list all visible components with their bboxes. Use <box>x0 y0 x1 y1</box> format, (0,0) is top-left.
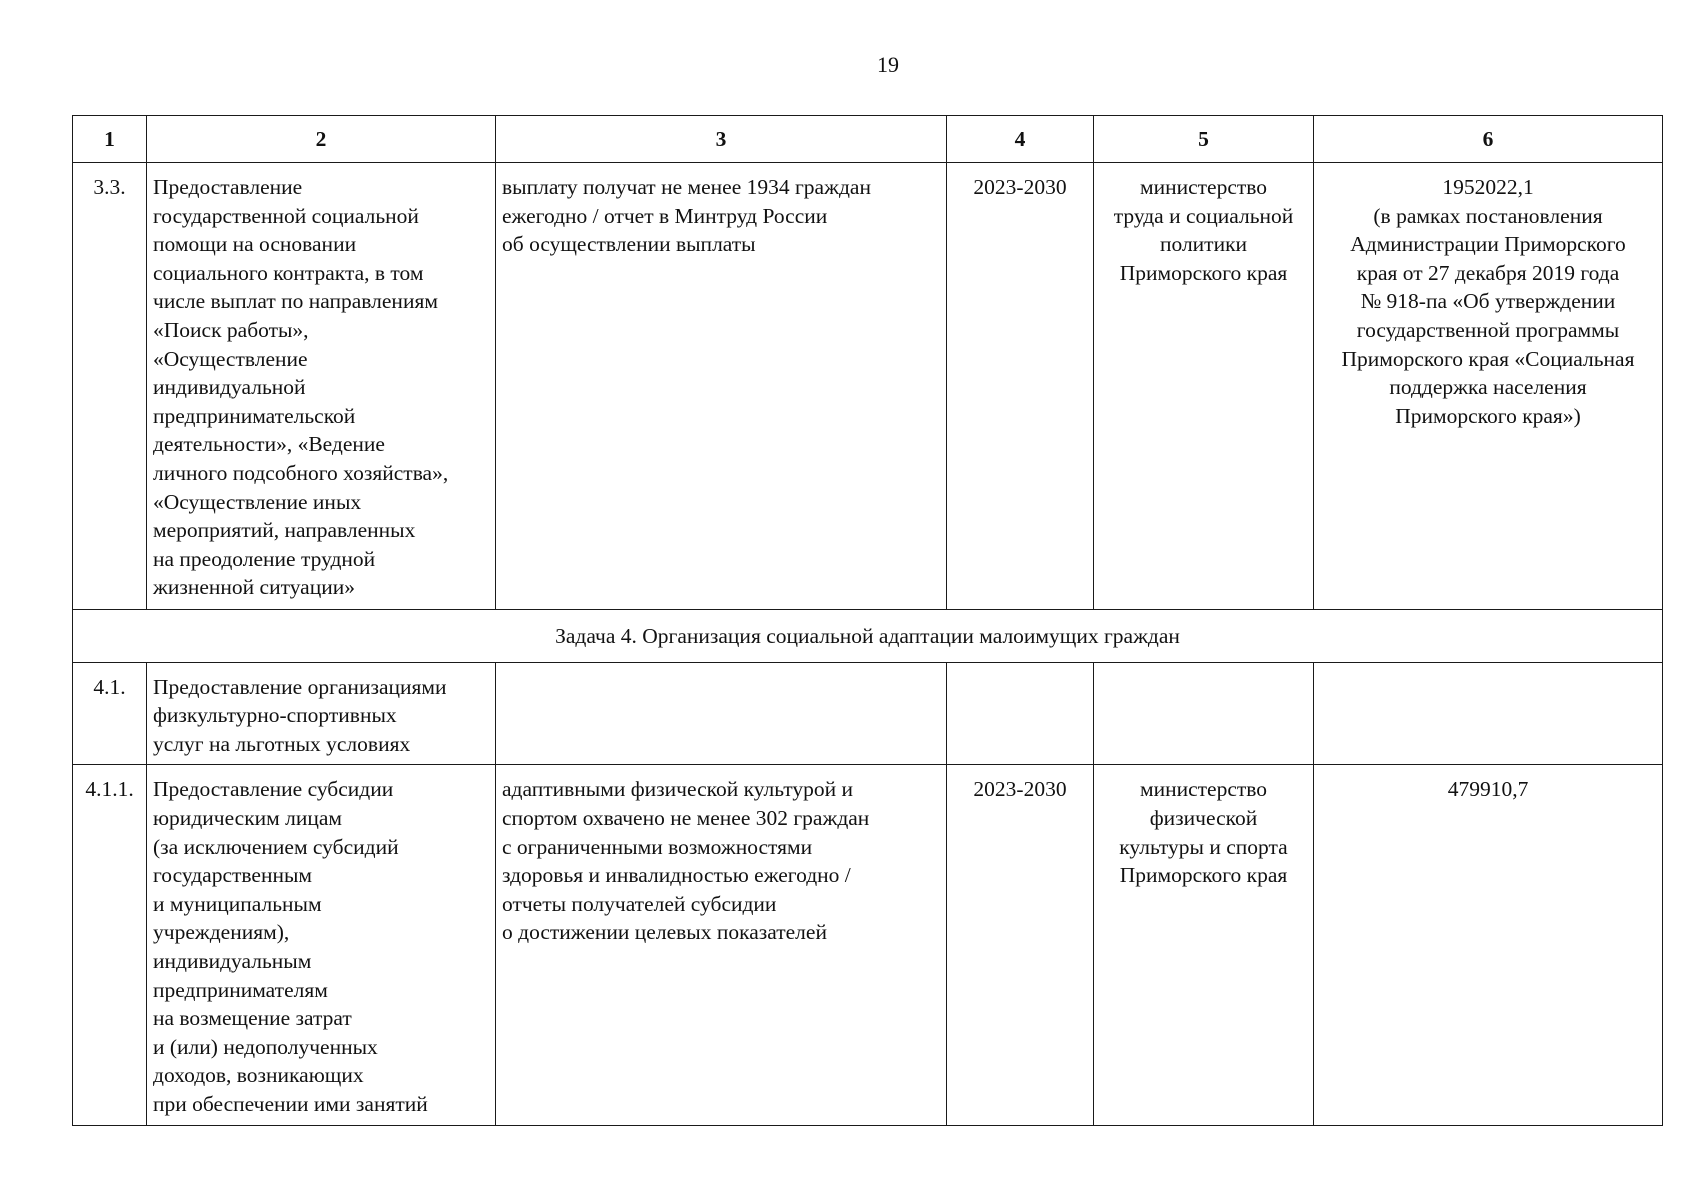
column-header-2: 2 <box>147 116 496 163</box>
row-number: 3.3. <box>73 163 147 610</box>
measure-funding: 479910,7 <box>1314 765 1663 1125</box>
row-number: 4.1. <box>73 662 147 765</box>
measure-name: Предоставление государственной социальной помощи на основании социального контракта, в том числе выплат по направлениям «Поиск работы», «Осуществление индивидуальной предпринимательской деятельности», «Ведение личного подсобного хозяйства», «Осуществление иных мероприятий, направленных на преодоление трудной жизненной ситуации» <box>147 163 496 610</box>
task-heading: Задача 4. Организация социальной адаптации малоимущих граждан <box>73 610 1663 663</box>
column-header-5: 5 <box>1094 116 1314 163</box>
measure-funding: 1952022,1 (в рамках постановления Администрации Приморского края от 27 декабря 2019 года № 918-па «Об утверждении государственной программы Приморского края «Социальная поддержка населения Приморского края») <box>1314 163 1663 610</box>
measure-executor: министерство физической культуры и спорта Приморского края <box>1094 765 1314 1125</box>
measure-name: Предоставление организациями физкультурно-спортивных услуг на льготных условиях <box>147 662 496 765</box>
page-number: 19 <box>877 52 899 77</box>
table-row <box>73 765 1663 1125</box>
table-row <box>73 163 1663 610</box>
measure-result: выплату получат не менее 1934 граждан ежегодно / отчет в Минтруд России об осуществлении выплаты <box>496 163 947 610</box>
column-header-3: 3 <box>496 116 947 163</box>
row-number: 4.1.1. <box>73 765 147 1125</box>
measures-table <box>72 115 1663 1126</box>
measure-executor <box>1094 662 1314 765</box>
measure-period: 2023-2030 <box>947 765 1094 1125</box>
measure-executor: министерство труда и социальной политики Приморского края <box>1094 163 1314 610</box>
measure-result: адаптивными физической культурой и спортом охвачено не менее 302 граждан с ограниченными возможностями здоровья и инвалидностью ежегодно / отчеты получателей субсидии о достижении целевых показателей <box>496 765 947 1125</box>
measure-result <box>496 662 947 765</box>
measure-funding <box>1314 662 1663 765</box>
column-header-1: 1 <box>73 116 147 163</box>
column-number-row <box>73 116 1663 163</box>
table-row <box>73 662 1663 765</box>
measure-period <box>947 662 1094 765</box>
measure-name: Предоставление субсидии юридическим лицам (за исключением субсидий государственным и муниципальным учреждениям), индивидуальным предпринимателям на возмещение затрат и (или) недополученных доходов, возникающих при обеспечении ими занятий <box>147 765 496 1125</box>
task-heading-row <box>73 610 1663 663</box>
column-header-6: 6 <box>1314 116 1663 163</box>
column-header-4: 4 <box>947 116 1094 163</box>
measure-period: 2023-2030 <box>947 163 1094 610</box>
